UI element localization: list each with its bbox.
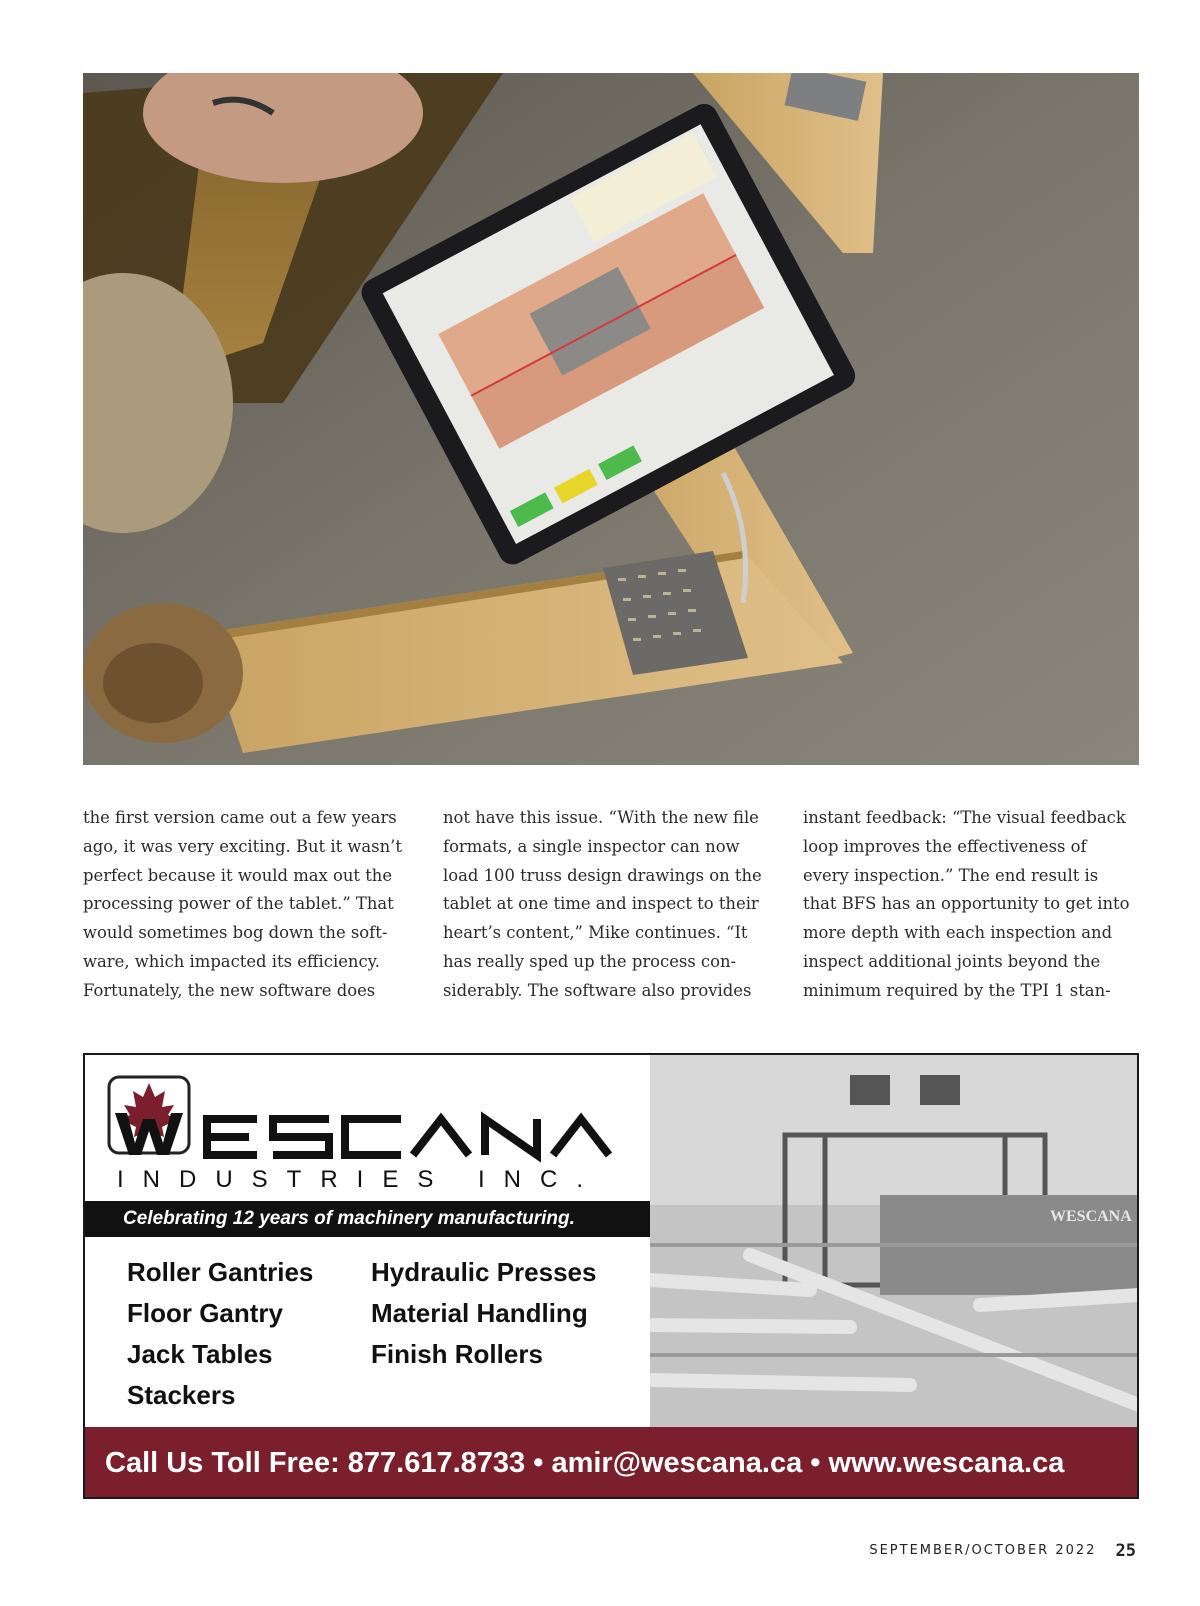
maple-leaf-logo-icon [107, 1073, 627, 1193]
article-photo [83, 73, 1139, 765]
text-line: tablet at one time and inspect to their [443, 894, 759, 914]
article-column-2 [443, 804, 773, 1006]
company-name: INDUSTRIES INC. [117, 1166, 603, 1193]
text-line: the first version came out a few years [83, 808, 397, 827]
product-column-right [371, 1252, 596, 1375]
wescana-advertisement[interactable] [83, 1053, 1139, 1499]
text-line: more depth with each inspection and [803, 923, 1113, 943]
text-line: heart’s content,” Mike continues. “It [443, 923, 748, 943]
factory-machinery-photo [650, 1055, 1139, 1427]
article-column-1 [83, 804, 413, 1006]
product-item: Floor Gantry [127, 1298, 284, 1328]
product-item: Roller Gantries [127, 1257, 314, 1287]
page-number: 25 [1115, 1540, 1136, 1561]
tablet-inspection-photo [83, 73, 1139, 765]
product-column-left [127, 1252, 313, 1416]
machinery-image [650, 1055, 1139, 1427]
tagline-band [85, 1201, 650, 1237]
text-line: has really sped up the process con- [443, 951, 737, 971]
text-line: instant feedback: “The visual feedback [803, 808, 1126, 827]
product-item: Stackers [127, 1380, 236, 1410]
text-line: ware, which impacted its efficiency. [83, 951, 380, 971]
contact-info[interactable]: Call Us Toll Free: 877.617.8733 • amir@wescana.ca • www.wescana.ca [105, 1447, 1065, 1479]
issue-date: SEPTEMBER/OCTOBER 2022 [869, 1543, 1097, 1558]
product-item: Finish Rollers [371, 1339, 543, 1369]
text-line: perfect because it would max out the [83, 865, 393, 885]
text-line: every inspection.” The end result is [803, 865, 1099, 885]
product-item: Material Handling [371, 1298, 588, 1328]
machine-label: WESCANA [1050, 1208, 1132, 1225]
article-column-3 [803, 804, 1133, 1006]
text-line: that BFS has an opportunity to get into [803, 894, 1130, 914]
page-footer [869, 1540, 1136, 1564]
text-line: would sometimes bog down the soft- [83, 923, 388, 943]
text-line: inspect additional joints beyond the [803, 951, 1101, 971]
text-line: siderably. The software also provides [443, 980, 752, 1000]
wescana-logo [107, 1073, 627, 1193]
text-line: ago, it was very exciting. But it wasn’t [83, 836, 402, 856]
article-body [83, 804, 1139, 1004]
text-line: Fortunately, the new software does [83, 980, 376, 1000]
text-line: processing power of the tablet.” That [83, 894, 394, 914]
text-line: not have this issue. “With the new file [443, 808, 759, 827]
text-line: formats, a single inspector can now [443, 836, 740, 856]
contact-band [85, 1427, 1139, 1499]
ad-text-panel [85, 1055, 650, 1427]
product-item: Hydraulic Presses [371, 1257, 597, 1287]
product-item: Jack Tables [127, 1339, 273, 1369]
text-line: minimum required by the TPI 1 stan- [803, 980, 1111, 1000]
ad-tagline: Celebrating 12 years of machinery manufacturing. [123, 1208, 575, 1229]
text-line: loop improves the effectiveness of [803, 836, 1087, 856]
text-line: load 100 truss design drawings on the [443, 865, 762, 885]
